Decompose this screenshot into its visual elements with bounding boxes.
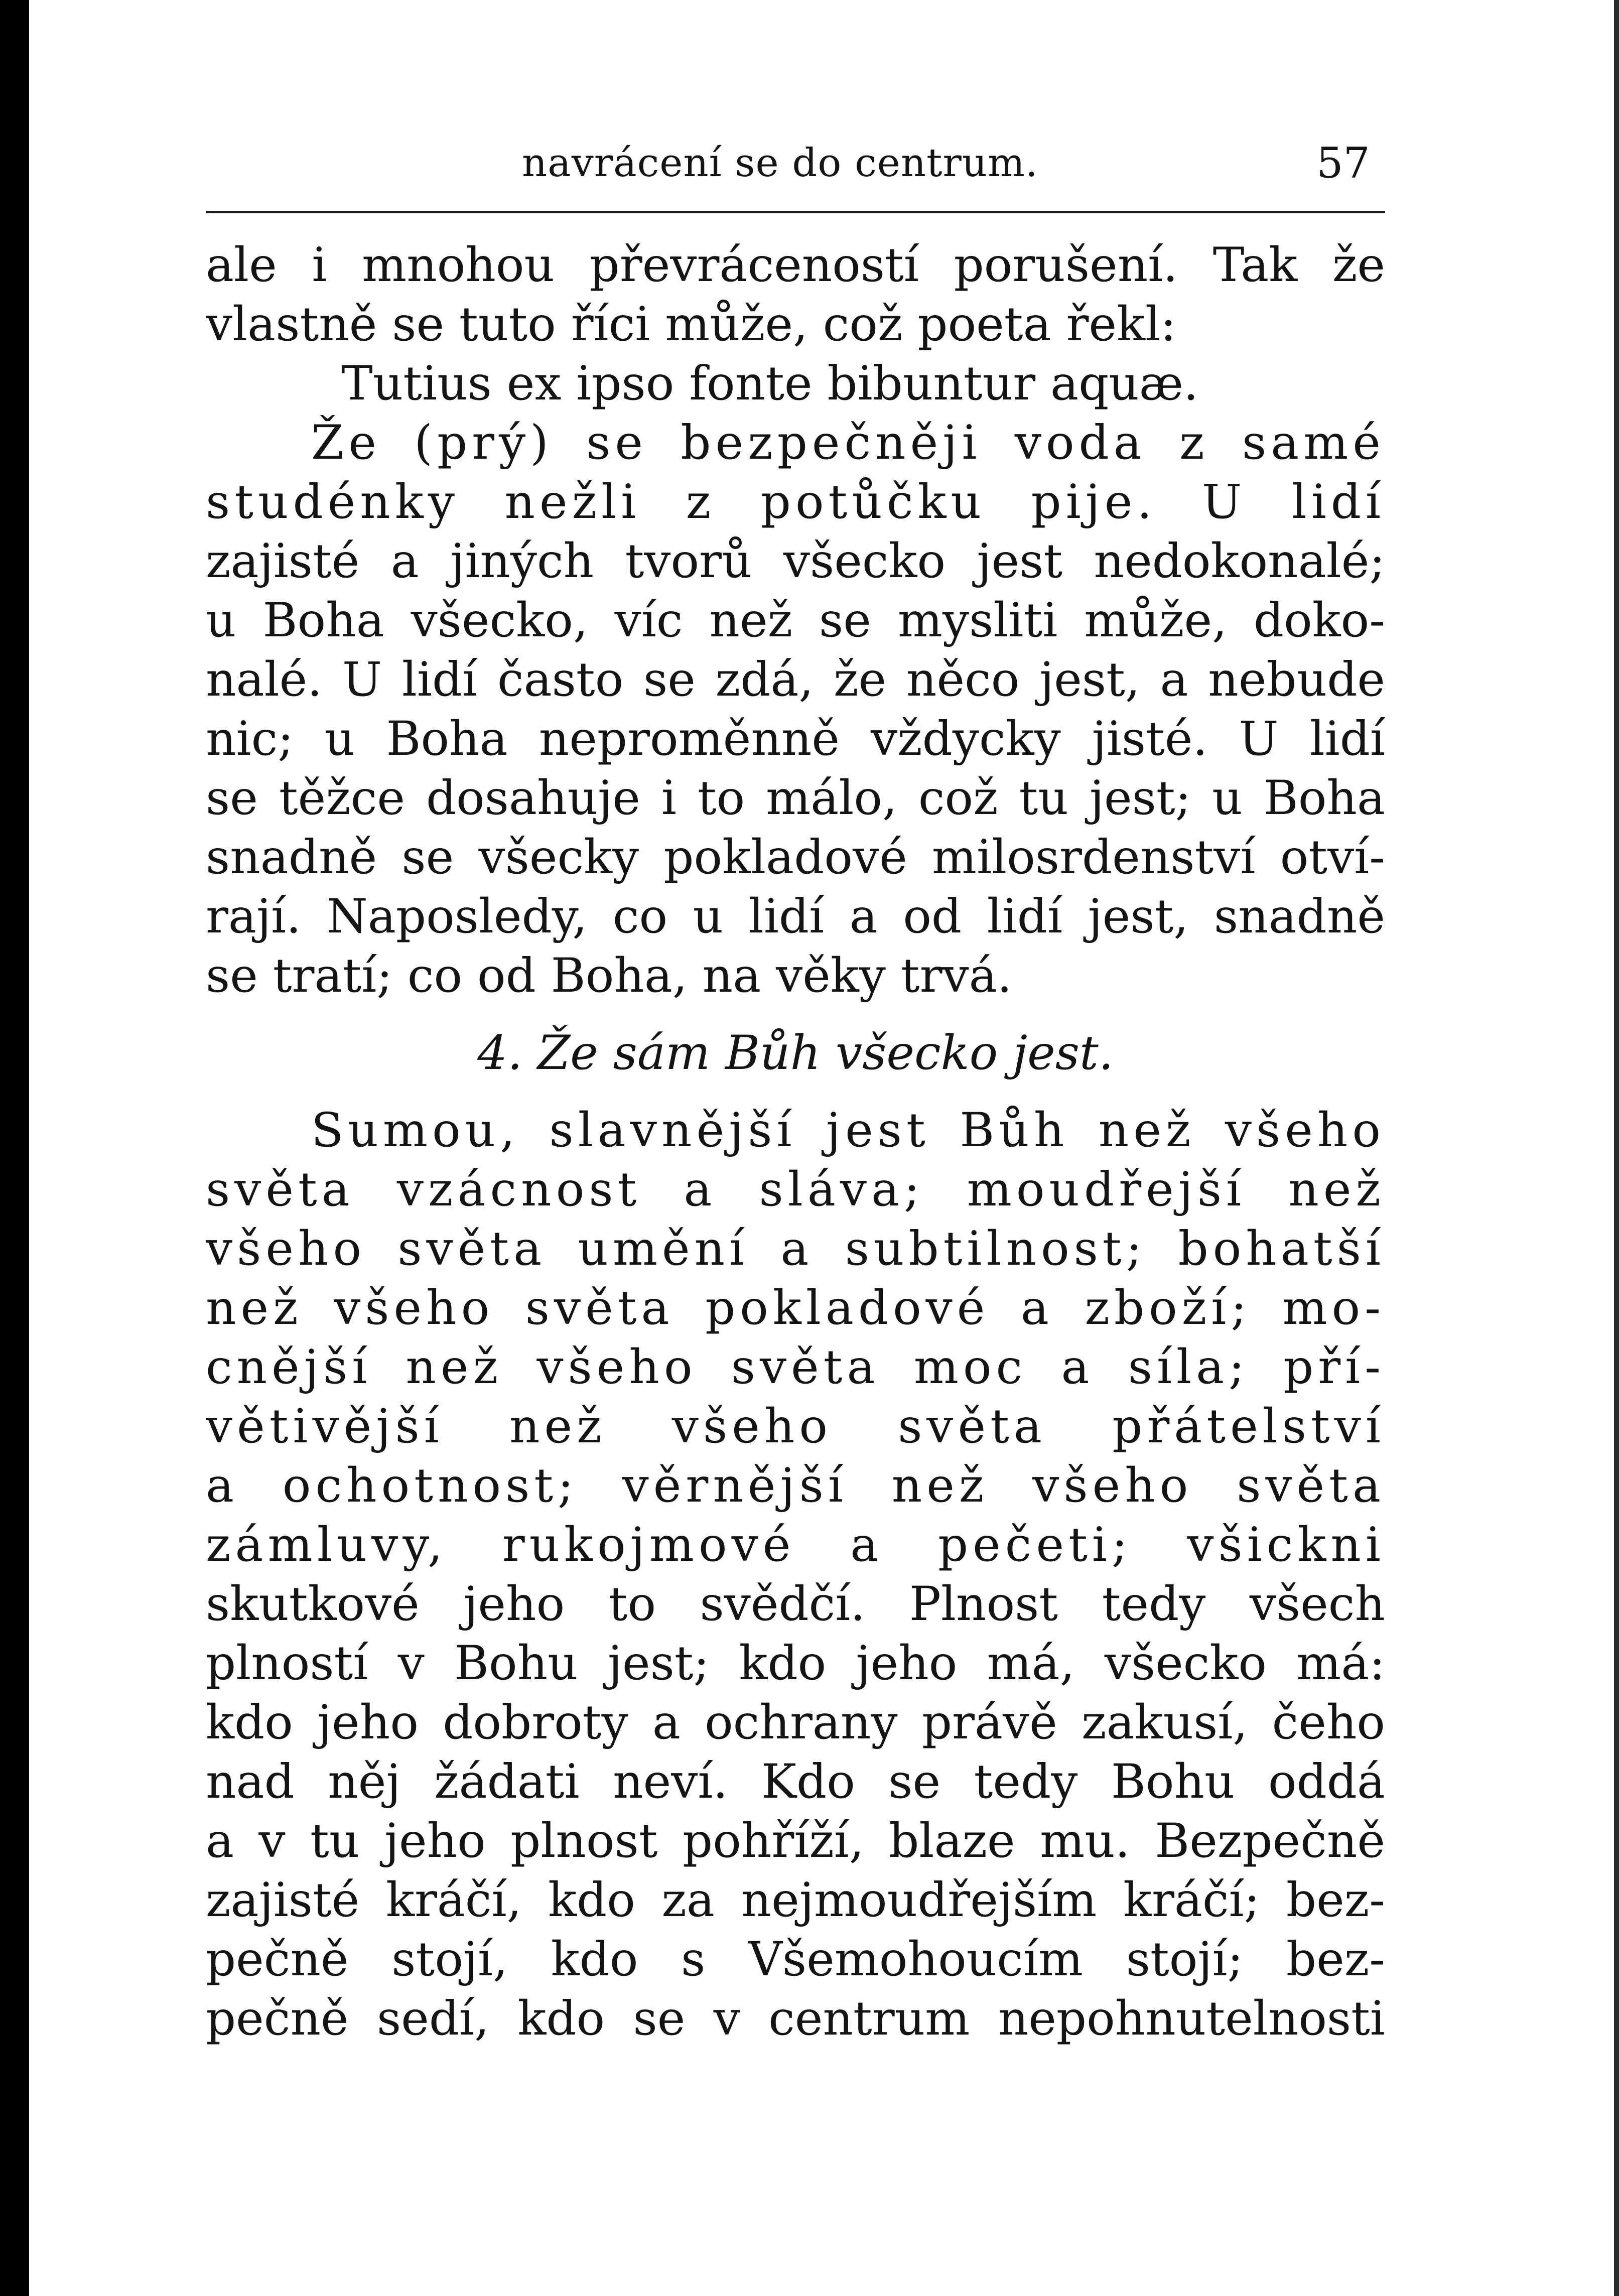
- latin-verse: Tutius ex ipso fonte bibuntur aquæ.: [341, 356, 1199, 411]
- page-number: 57: [1316, 139, 1370, 188]
- text-line: Že (prý) se bezpečněji voda z samé: [311, 416, 1385, 470]
- text-line: světa vzácnost a sláva; moudřejší než: [206, 1162, 1385, 1217]
- text-line: pečně sedí, kdo se v centrum nepohnutelnosti: [206, 1991, 1385, 2046]
- text-line: studénky nežli z potůčku pije. U lidí: [206, 475, 1385, 529]
- text-line: vlastně se tuto říci může, což poeta řekl:: [206, 297, 1176, 352]
- text-line: zámluvy, rukojmové a pečeti; všickni: [206, 1518, 1385, 1572]
- text-line: nad něj žádati neví. Kdo se tedy Bohu oddá: [206, 1754, 1385, 1809]
- text-line: se tratí; co od Boha, na věky trvá.: [206, 949, 1012, 1003]
- section-heading: 4. Že sám Bůh všecko jest.: [477, 1026, 1114, 1081]
- text-line: než všeho světa pokladové a zboží; mo-: [206, 1281, 1385, 1335]
- body-text: [206, 236, 1385, 2049]
- page-header: [211, 138, 1380, 188]
- text-line: všeho světa umění a subtilnost; bohatší: [206, 1222, 1385, 1276]
- text-line: kdo jeho dobroty a ochrany právě zakusí, čeho: [206, 1695, 1385, 1750]
- text-line: cnější než všeho světa moc a síla; pří-: [206, 1340, 1385, 1395]
- text-line: nic; u Boha neproměnně vždycky jisté. U lidí: [206, 712, 1385, 766]
- text-line: Sumou, slavnější jest Bůh než všeho: [311, 1103, 1385, 1158]
- header-rule: [206, 211, 1385, 213]
- scan-edge-right: [1614, 0, 1619, 2296]
- text-line: pečně stojí, kdo s Všemohoucím stojí; bez-: [206, 1932, 1385, 1987]
- text-line: plností v Bohu jest; kdo jeho má, všecko má:: [206, 1636, 1385, 1691]
- text-line: u Boha všecko, víc než se mysliti může, doko-: [206, 593, 1385, 648]
- text-line: zajisté a jiných tvorů všecko jest nedokonalé;: [206, 534, 1385, 589]
- text-line: snadně se všecky pokladové milosrdenství otví-: [206, 830, 1385, 885]
- running-title: navrácení se do centrum.: [522, 141, 1038, 186]
- text-line: zajisté kráčí, kdo za nejmoudřejším kráčí; bez-: [206, 1873, 1385, 1928]
- text-line: nalé. U lidí často se zdá, že něco jest, a nebude: [206, 652, 1385, 707]
- text-line: se těžce dosahuje i to málo, což tu jest; u Boha: [206, 771, 1385, 826]
- text-line: větivější než všeho světa přátelství: [206, 1399, 1385, 1454]
- scan-edge-left: [0, 0, 29, 2296]
- text-line: a ochotnost; věrnější než všeho světa: [206, 1458, 1385, 1513]
- text-line: a v tu jeho plnost pohříží, blaze mu. Bezpečně: [206, 1814, 1385, 1868]
- text-line: ale i mnohou převráceností porušení. Tak že: [206, 238, 1385, 293]
- text-line: skutkové jeho to svědčí. Plnost tedy všech: [206, 1577, 1385, 1632]
- text-line: rají. Naposledy, co u lidí a od lidí jest, snadně: [206, 889, 1385, 944]
